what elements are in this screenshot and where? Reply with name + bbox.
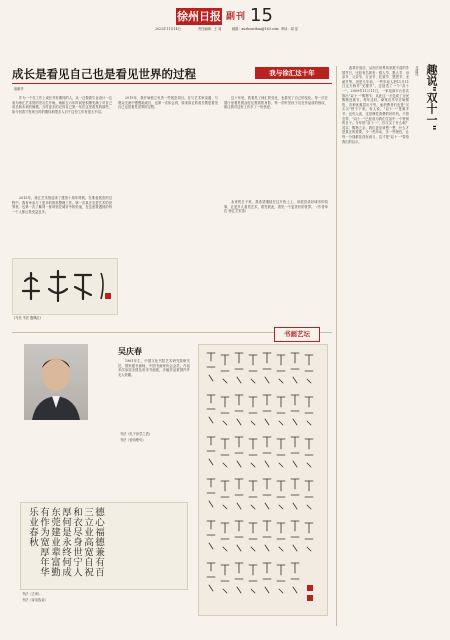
feature-column-3: 这十年里，我看见了徐汇的变化，也看见了自己的变化。每一次在展厅里看见观众驻足观看的身影，每一次听见孩子们在作品前的惊叹，都让我对这份工作多了一份热爱。 xyxy=(224,96,328,110)
calligraphy-banner-text: 德心福德兼有百三立业高宽自祝和衣尽身世宁人厚何是永终何成东莞建业辈富勤有作为宽厚年华乐业春秋 xyxy=(27,507,104,577)
feature-column-1b: 2015年，徐汇艺术馆迎来了建馆十周年特展。在准备展览的过程中，我有幸参与了更多的资料整理工作，第一次真正走进艺术的世界里。也第一次了解到一座场馆在城市中的价值，在这里我遇到的每一个人都让我受益良多。 xyxy=(12,196,112,214)
feature-headline: 成长是看见自己也是看见世界的过程 xyxy=(12,67,196,81)
sidebar-body: 改革开放后，从西方世界传来数不清的外国节日，比较有名的有：情人节、愚人节、母亲节、父亲节、万圣节、狂欢节、感恩节、圣诞节等。但是几年前，一些年轻人把11月11日这天称作"光棍节"，还创造了一个"双十一"。2009年11月11日，一家电商平台首次推出"双十一"购物节，从此这一天变成了全民购物狂欢节。每年这时，商家们早早开始预热，各种优惠层出不穷，而消费者们也是"买买买"停不下来。有人说，"双十一"是剁手节；也有人说，这是理性消费的好时机。不管怎样，"双十一"已经成为我们生活中一个特别的日子。今年的"双十一"，你又买了什么呢？其实，购物之余，我们更应该想一想，什么才是真正的需要。少一些冲动，多一些理性，让每一分钱都花得有意义，这才是"双十一"带给我们的启示。 xyxy=(342,66,409,144)
sidebar-author: 马道连 xyxy=(414,66,419,76)
profile-bio: 1961年生，中国文化书院艺术研究院研究员，国家级书画师，中国书画家协会会员。作品多次参加全国及省市书画展，多幅作品被国内外友人收藏。 xyxy=(118,359,190,377)
sidebar-divider xyxy=(336,66,337,626)
calligraphy-artwork xyxy=(12,258,118,315)
section-name: 副刊 xyxy=(226,12,247,22)
page-number: 15 xyxy=(250,5,273,26)
profile-section-text: 书画艺坛 xyxy=(284,330,310,338)
paper-name: 徐州日报 xyxy=(177,10,221,23)
paper-name-box xyxy=(176,8,222,25)
feature-column-2: 2019年，我开始独立负责一些展览项目。在与艺术家沟通、与观众交流中慢慢地成长，也第一次体会到，原来真正的成长既是看见自己也是看见世界的过程。 xyxy=(118,96,218,110)
feature-column-1: 作为一个在工作上成长并有期待的人，从一边做着毕业设计一边成为徐汇艺术馆的见习生开始，就和五六年时间里积攒充满了对自己成长和未来的憧憬。当时更多的记得自己第一年在这里看见的那些，如今回看才发现当时的期待和很多人对于这份工作有很大不同。 xyxy=(12,96,112,114)
feature-column-3b: 未来的日子里，我希望继续在这片热土上，用展览讲好城市的故事，让更多人看见艺术，看见彼此，看见一个更美好的世界。（作者单位 徐汇艺术馆） xyxy=(224,200,328,214)
headline-rule xyxy=(12,83,332,84)
date-line: 2022年11月14日 xyxy=(155,27,181,31)
review-line: 审读：周 星 xyxy=(281,27,298,31)
caption-right-1: 书法《孔子论学之语》 xyxy=(120,432,152,436)
caption-right-2: 书法《论诗绝句》 xyxy=(120,438,146,442)
feature-author: 唐颖华 xyxy=(14,87,24,91)
sidebar-title: 趣说"双十一" xyxy=(425,64,438,131)
caption-left-1: 书法《古训》 xyxy=(22,592,42,596)
calligraphy-panel xyxy=(198,344,328,616)
column-tag xyxy=(255,67,329,79)
meta-line: 邮箱：xuzhouribao@163.com xyxy=(232,27,279,31)
caption-left-2: 书法《诗词选录》 xyxy=(22,598,48,602)
profile-name: 吴庆春 xyxy=(118,347,142,356)
calligraphy-caption: (马光 书法 殷佩红) xyxy=(14,316,41,320)
calligraphy-banner xyxy=(20,502,188,590)
column-tag-label: 我与徐汇这十年 xyxy=(269,69,315,77)
profile-section-label xyxy=(274,327,320,342)
editor-line: 责任编辑：王 周 xyxy=(198,27,222,31)
portrait-photo xyxy=(24,344,88,420)
masthead xyxy=(0,0,450,40)
